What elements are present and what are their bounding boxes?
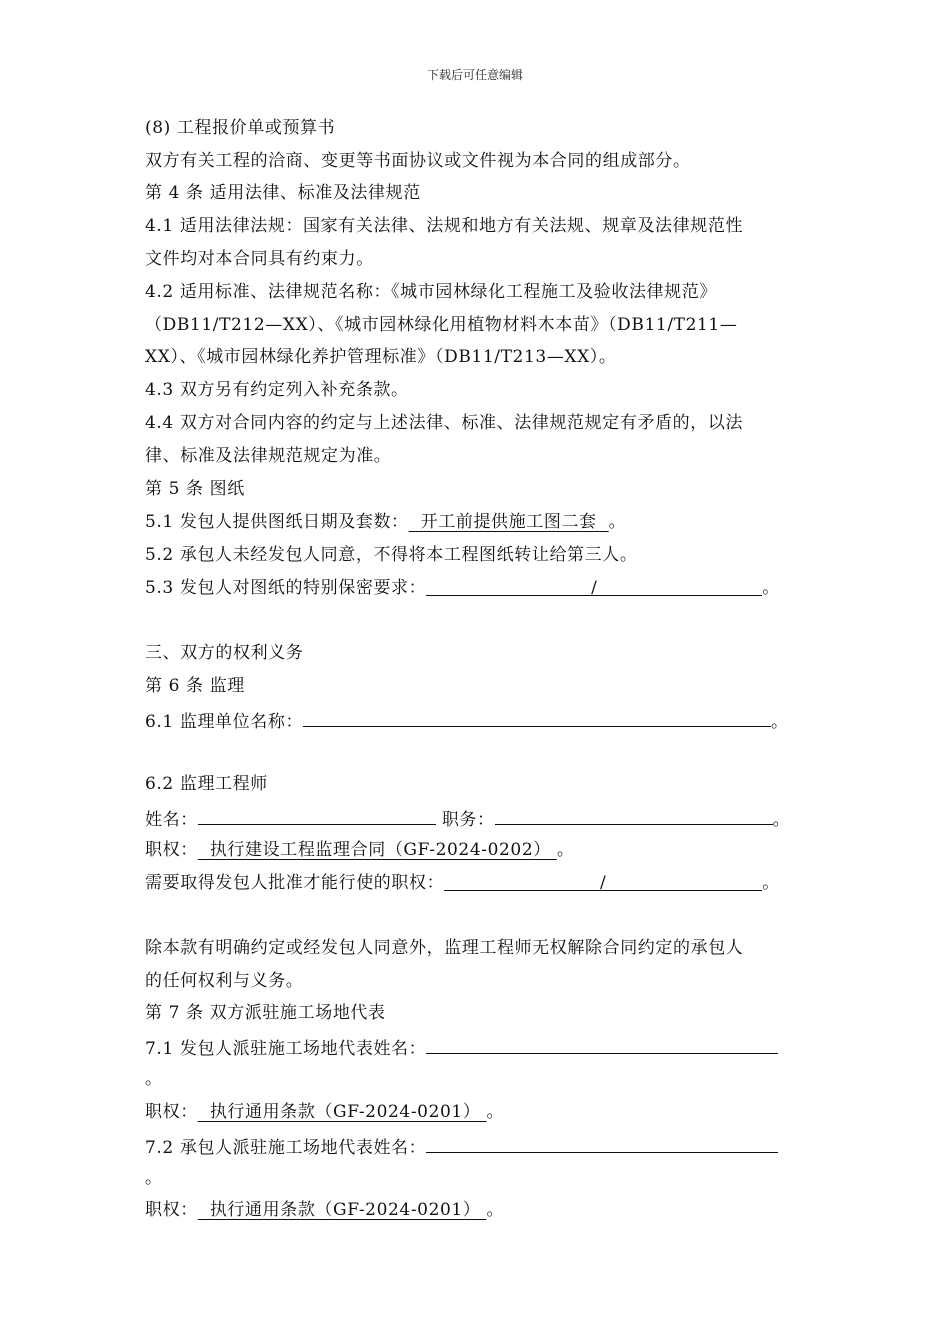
field-label: 姓名： xyxy=(145,810,198,830)
form-line-secrecy xyxy=(145,577,780,599)
text-line: 4.2 适用标准、法律规范名称：《城市园林绿化工程施工及验收法律规范》 xyxy=(145,282,717,302)
form-line-supervisor-unit xyxy=(145,708,789,733)
form-line-employer-authority xyxy=(145,1101,504,1123)
text-line: 双方有关工程的洽商、变更等书面协议或文件视为本合同的组成部分。 xyxy=(145,151,691,171)
period: 。 xyxy=(772,810,791,830)
article-heading: 第 4 条 适用法律、标准及法律规范 xyxy=(145,183,421,203)
blank-field[interactable] xyxy=(303,708,771,727)
position-field[interactable] xyxy=(495,806,773,825)
field-label: 职权： xyxy=(145,1200,198,1220)
text-line: (8) 工程报价单或预算书 xyxy=(145,118,336,138)
page-header: 下载后可任意编辑 xyxy=(426,68,523,82)
field-label: 5.3 发包人对图纸的特别保密要求： xyxy=(145,578,427,598)
field-label: 职务： xyxy=(435,810,495,830)
form-line-approval xyxy=(145,872,780,894)
text-line: 4.4 双方对合同内容的约定与上述法律、标准、法律规范规定有矛盾的，以法 xyxy=(145,413,744,433)
period: 。 xyxy=(762,873,780,893)
form-line-contractor-authority xyxy=(145,1199,504,1221)
field-label: 7.2 承包人派驻施工场地代表姓名： xyxy=(145,1138,427,1158)
blank-field[interactable]: / xyxy=(426,577,762,596)
article-heading: 第 7 条 双方派驻施工场地代表 xyxy=(145,1003,386,1023)
text-line: 5.2 承包人未经发包人同意，不得将本工程图纸转让给第三人。 xyxy=(145,545,638,565)
name-field[interactable] xyxy=(198,806,436,825)
article-heading: 第 6 条 监理 xyxy=(145,676,245,696)
form-line-contractor-rep xyxy=(145,1134,778,1159)
text-line: 除本款有明确约定或经发包人同意外，监理工程师无权解除合同约定的承包人 xyxy=(145,938,744,958)
period: 。 xyxy=(145,1069,163,1089)
period: 。 xyxy=(762,578,780,598)
blank-field[interactable] xyxy=(426,1134,778,1153)
period: 。 xyxy=(486,1200,505,1220)
filled-field: 执行通用条款（GF-2024-0201） xyxy=(197,1200,487,1220)
filled-field: 执行建设工程监理合同（GF-2024-0202） xyxy=(197,840,557,860)
form-line-drawings xyxy=(145,511,626,533)
period: 。 xyxy=(771,712,789,732)
form-line-employer-rep xyxy=(145,1035,778,1060)
blank-field[interactable]: / xyxy=(444,872,762,891)
field-label: 需要取得发包人批准才能行使的职权： xyxy=(145,873,445,893)
text-line: XX）、《城市园林绿化养护管理标准》（DB11/T213—XX）。 xyxy=(145,347,617,367)
period: 。 xyxy=(486,1102,505,1122)
section-heading: 三、双方的权利义务 xyxy=(145,643,304,663)
text-line: 6.2 监理工程师 xyxy=(145,774,268,794)
text-line: 4.1 适用法律法规：国家有关法律、法规和地方有关法规、规章及法律规范性 xyxy=(145,216,744,236)
text-line: 文件均对本合同具有约束力。 xyxy=(145,249,374,269)
text-line: 4.3 双方另有约定列入补充条款。 xyxy=(145,380,409,400)
article-heading: 第 5 条 图纸 xyxy=(145,479,245,499)
field-label: 6.1 监理单位名称： xyxy=(145,712,304,732)
field-label: 5.1 发包人提供图纸日期及套数： xyxy=(145,512,409,532)
period: 。 xyxy=(608,512,627,532)
text-line: 的任何权利与义务。 xyxy=(145,971,304,991)
form-line-authority xyxy=(145,839,574,861)
field-label: 职权： xyxy=(145,1102,198,1122)
filled-field: 执行通用条款（GF-2024-0201） xyxy=(197,1102,487,1122)
form-line-engineer xyxy=(145,806,790,831)
field-label: 职权： xyxy=(145,840,198,860)
text-line: （DB11/T212—XX）、《城市园林绿化用植物材料木本苗》（DB11/T211— xyxy=(145,315,738,335)
text-line: 律、标准及法律规范规定为准。 xyxy=(145,446,392,466)
filled-field: 开工前提供施工图二套 xyxy=(408,512,609,532)
field-label: 7.1 发包人派驻施工场地代表姓名： xyxy=(145,1039,427,1059)
period: 。 xyxy=(145,1168,163,1188)
blank-field[interactable] xyxy=(426,1035,778,1054)
period: 。 xyxy=(556,840,575,860)
